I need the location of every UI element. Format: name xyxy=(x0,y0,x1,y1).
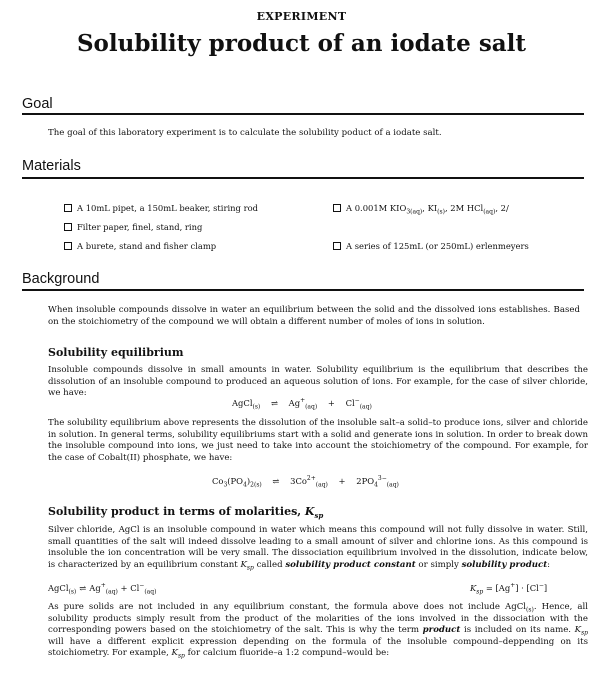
material-item: A burete, stand and fisher clamp xyxy=(64,241,216,251)
material-item: A 10mL pipet, a 150mL beaker, stiring rod xyxy=(64,203,258,213)
materials-rule xyxy=(22,177,584,179)
page-title: Solubility product of an iodate salt xyxy=(76,30,527,57)
solubility-product-heading: Solubility product in terms of molarities, $K_{sp}$ xyxy=(48,505,324,521)
solubility-equilibrium-heading: Solubility equilibrium xyxy=(48,346,184,359)
equation-ksp-expression: $K_{sp} = [Ag^+] \cdot [Cl^-]$ xyxy=(470,582,548,596)
material-item: Filter paper, finel, stand, ring xyxy=(64,222,202,232)
solubility-equilibrium-text-2: The solubility equilibrium above represents the dissolution of the insoluble salt–a solid–to produce ions, silver and chloride in solution. In general terms, solubility equilibriums start with a solid and generate ions in solution. In order to break down the insoluble compound into ions, we just need to take into account the stoichiometry of the compound. For example, for the case of Cobalt(II) phosphate, we have: xyxy=(48,418,588,463)
checkbox-icon xyxy=(64,223,72,231)
background-heading: Background xyxy=(22,271,100,287)
goal-heading: Goal xyxy=(22,96,53,112)
background-rule xyxy=(22,289,584,291)
equation-cobalt-phosphate: $Co_3(PO_4)_{2(s)}$ ⇌ $3Co^{2+}_{(aq)} + 2PO_4^{3-}_{(aq)}$ xyxy=(212,475,399,489)
experiment-kicker: EXPERIMENT xyxy=(256,10,347,23)
checkbox-icon xyxy=(64,242,72,250)
equation-agcl-dissociation: AgCl$_{(s)}$ ⇌ $Ag^+_{(aq)} + Cl^-_{(aq)}$ xyxy=(48,582,157,596)
solubility-product-paragraph-2: As pure solids are not included in any equilibrium constant, the formula above does not include AgCl$_{(s)}$. Hence, all solubility products simply result from the product of the molarities of the ions involved in the dissociation with the corresponding powers based on the stoichiometry of the salt. This is why the term product is included on its name. $K_{sp}$ will have a different explicit expression depending on the formula of the insoluble compound–deppending on its stoichiometry. For example, $K_{sp}$ for calcium fluoride–a 1:2 compund–would be: xyxy=(48,602,588,661)
goal-text: The goal of this laboratory experiment is to calculate the solubility poduct of a iodate salt. xyxy=(48,128,442,138)
solubility-equilibrium-text: Insoluble compounds dissolve in small amounts in water. Solubility equilibrium is the equilibrium that describes the dissolution of an insoluble compound to produced an aqueous solution of ions. For example, for the case of silver chloride, we have: xyxy=(48,365,588,399)
materials-heading: Materials xyxy=(22,158,81,174)
solubility-product-paragraph-1: Silver chloride, AgCl is an insoluble compound in water which means this compound will not fully dissolve in water. Still, small quantities of the salt will indeed dissolve leading to a small amount of silver and chlorine ions. As this compound is insoluble the ion concentration will be very small. The dissociation equilibrium involved in the dissolution, indicate below, is characterized by an equilibrium constant $K_{sp}$ called solubility product constant or simply solubility product: xyxy=(48,525,588,572)
checkbox-icon xyxy=(64,204,72,212)
material-item: A 0.001M $KIO_{3(aq)}$, $KI_{(s)}$, 2M HCl$_{(aq)}$, 2/ xyxy=(333,203,509,213)
material-item: A series of 125mL (or 250mL) erlenmeyers xyxy=(333,241,529,251)
equation-agcl: AgCl$_{(s)}$ ⇌ $Ag^+_{(aq)} + Cl^-_{(aq)}$ xyxy=(232,397,372,411)
checkbox-icon xyxy=(333,204,341,212)
background-intro: When insoluble compounds dissolve in water an equilibrium between the solid and the dissolved ions establishes. Based on the stoichiometry of the compound we will obtain a different number of moles of ions in solution. xyxy=(48,305,580,327)
goal-rule xyxy=(22,113,584,115)
checkbox-icon xyxy=(333,242,341,250)
